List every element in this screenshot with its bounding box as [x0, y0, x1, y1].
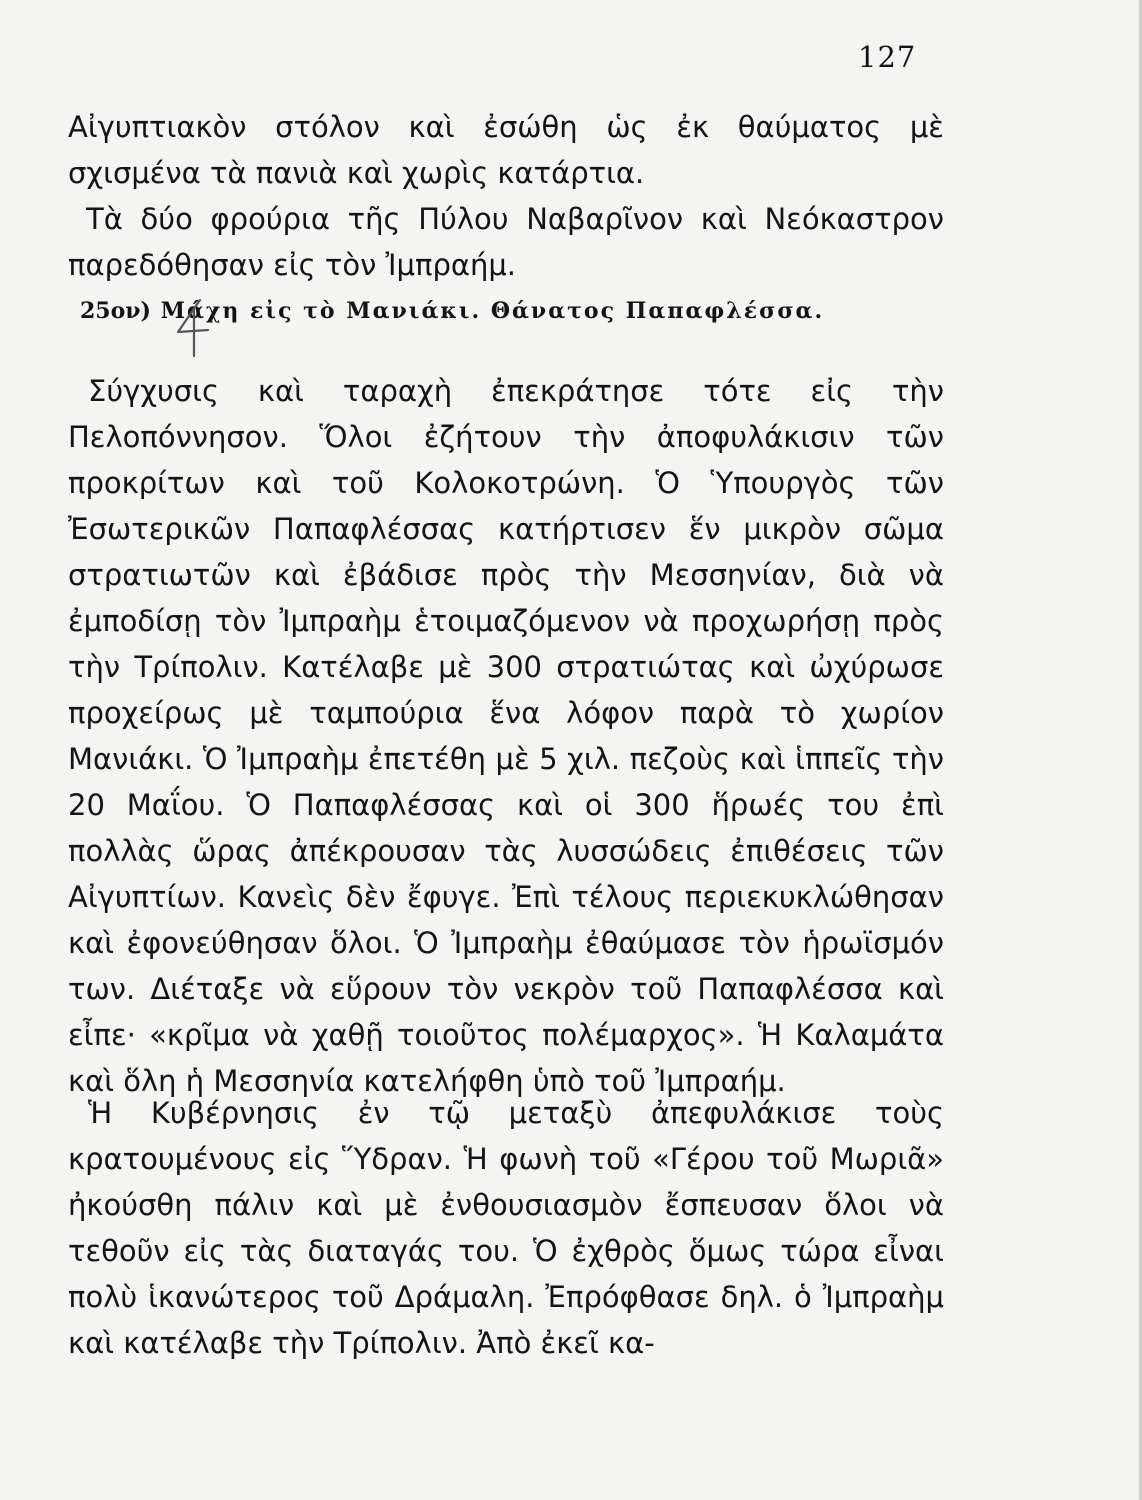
- paragraph-government-release: Ἡ Κυβέρνησις ἐν τῷ μεταξὺ ἀπεφυλάκισε τοὺς κρατουμένους εἰς Ὕδραν. Ἡ φωνὴ τοῦ «Γέρου τοῦ Μωριᾶ» ἠκούσθη πάλιν καὶ μὲ ἐνθουσιασμὸν ἔσπευσαν ὅλοι νὰ τεθοῦν εἰς τὰς διαταγάς του. Ὁ ἐχθρὸς ὅμως τώρα εἶναι πολὺ ἱκανώτερος τοῦ Δράμαλη. Ἐπρόφθασε δηλ. ὁ Ἰμπραὴμ καὶ κατέλαβε τὴν Τρίπολιν. Ἀπὸ ἐκεῖ κα-: [68, 1096, 944, 1360]
- paragraph-maniaki-battle: Σύγχυσις καὶ ταραχὴ ἐπεκράτησε τότε εἰς τὴν Πελοπόννησον. Ὅλοι ἐζήτουν τὴν ἀποφυλάκισιν τῶν προκρίτων καὶ τοῦ Κολοκοτρώνη. Ὁ Ὑπουργὸς τῶν Ἐσωτερικῶν Παπαφλέσσας κατήρτισεν ἕν μικρὸν σῶμα στρατιωτῶν καὶ ἐβάδισε πρὸς τὴν Μεσσηνίαν, διὰ νὰ ἐμποδίσῃ τὸν Ἰμπραὴμ ἑτοιμαζόμενον νὰ προχωρήσῃ πρὸς τὴν Τρίπολιν. Κατέλαβε μὲ 300 στρατιώτας καὶ ὠχύρωσε προχείρως μὲ ταμπούρια ἕνα λόφον παρὰ τὸ χωρίον Μανιάκι. Ὁ Ἰμπραὴμ ἐπετέθη μὲ 5 χιλ. πεζοὺς καὶ ἱππεῖς τὴν 20 Μαΐου. Ὁ Παπαφλέσσας καὶ οἱ 300 ἥρωές του ἐπὶ πολλὰς ὥρας ἀπέκρουσαν τὰς λυσσώδεις ἐπιθέσεις τῶν Αἰγυπτίων. Κανεὶς δὲν ἔφυγε. Ἐπὶ τέλους περιεκυκλώθησαν καὶ ἐφονεύθησαν ὅλοι. Ὁ Ἰμπραὴμ ἐθαύμασε τὸν ἡρωϊσμόν των. Διέταξε νὰ εὕρουν τὸν νεκρὸν τοῦ Παπαφλέσσα καὶ εἶπε· «κρῖμα νὰ χαθῇ τοιοῦτος πολέμαρχος». Ἡ Καλαμάτα καὶ ὅλη ἡ Μεσσηνία κατελήφθη ὑπὸ τοῦ Ἰμπραήμ.: [68, 374, 944, 1098]
- section-title: Μάχη εἰς τὸ Μανιάκι. Θάνατος Παπαφλέσσα.: [160, 298, 825, 324]
- paragraph-forts: Τὰ δύο φρούρια τῆς Πύλου Ναβαρῖνον καὶ Νεόκαστρον παρεδόθησαν εἰς τὸν Ἰμπραήμ.: [68, 202, 944, 282]
- section-number: 25ον): [80, 298, 151, 324]
- handwritten-mark-icon: [170, 296, 214, 358]
- page-number: 127: [858, 40, 917, 74]
- paragraph-fleet: Αἰγυπτιακὸν στόλον καὶ ἐσώθη ὡς ἐκ θαύματος μὲ σχισμένα τὰ πανιὰ καὶ χωρὶς κατάρτια.: [68, 110, 944, 190]
